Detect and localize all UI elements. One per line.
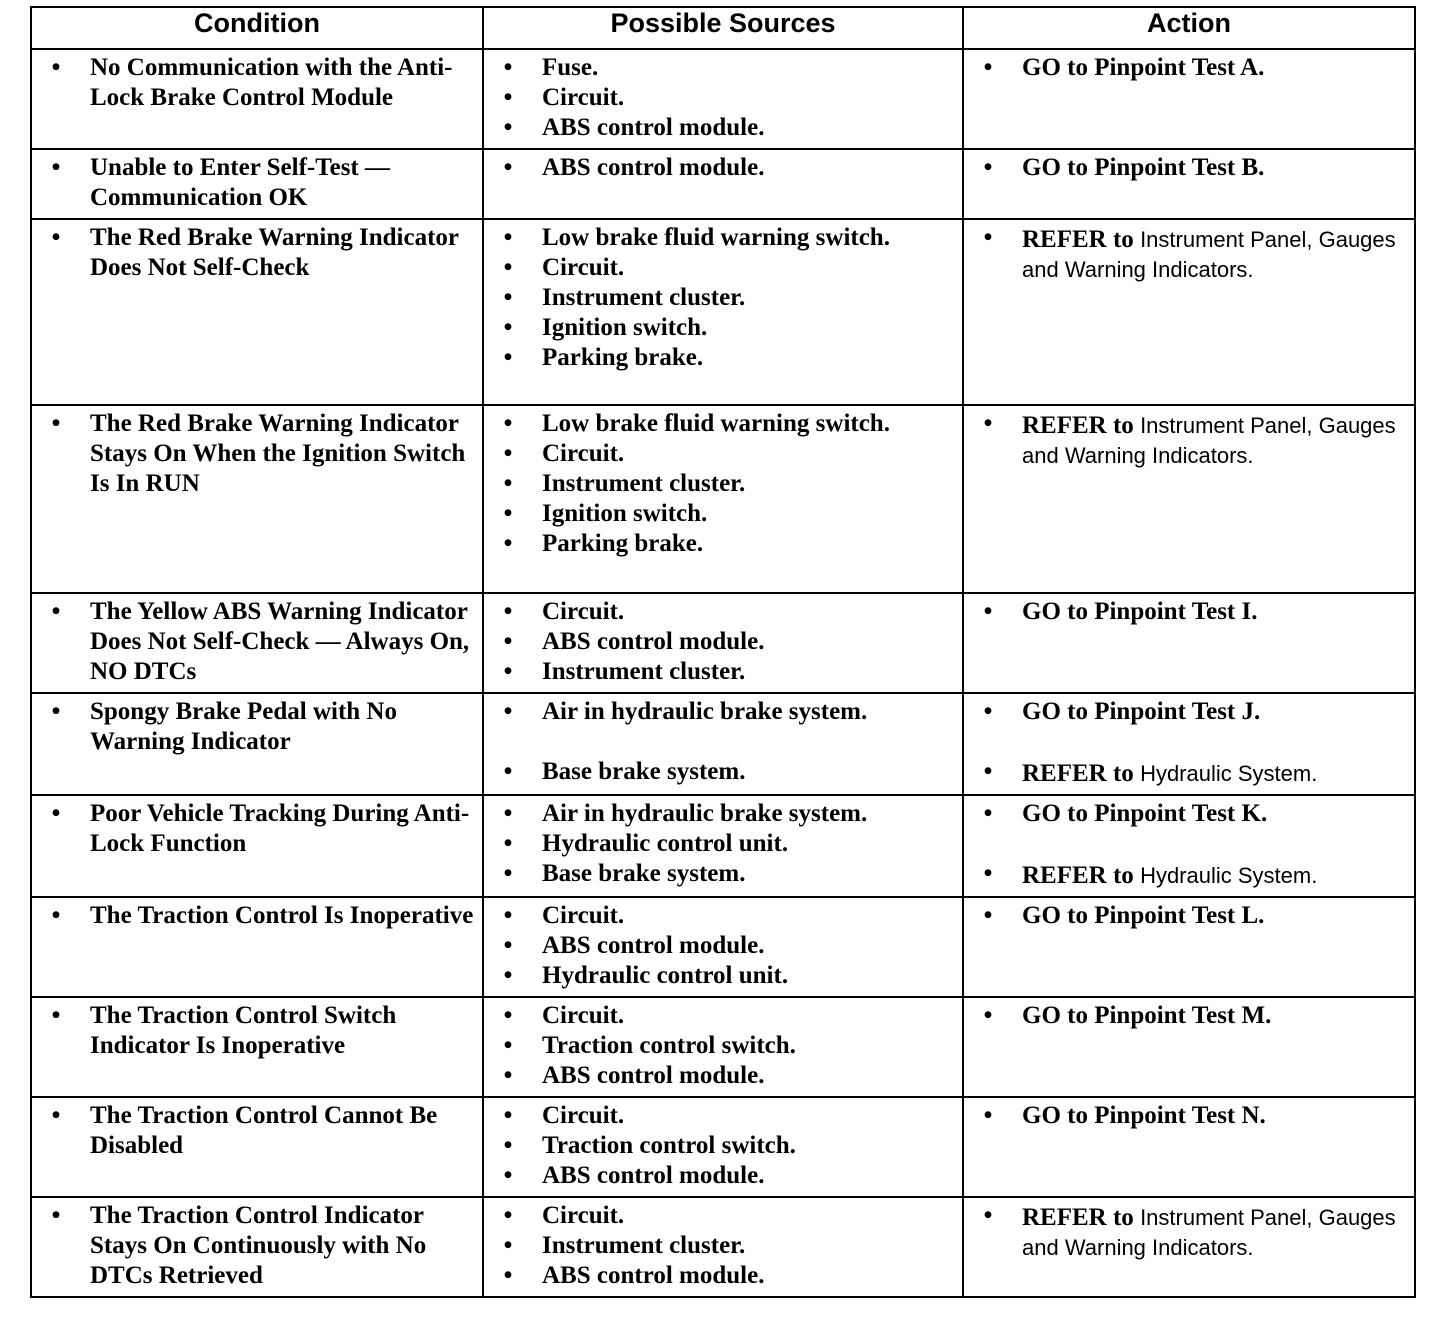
source-text: Instrument cluster. <box>542 470 746 497</box>
condition-cell <box>31 997 483 1097</box>
bullet-icon: • <box>503 284 513 311</box>
sources-list <box>498 799 956 889</box>
table-row <box>31 593 1415 693</box>
table-row <box>31 1197 1415 1297</box>
bullet-icon: • <box>503 114 513 141</box>
source-text: Parking brake. <box>542 344 704 371</box>
source-text: Circuit. <box>542 84 625 111</box>
condition-cell <box>31 219 483 405</box>
bullet-icon: • <box>51 698 61 725</box>
bullet-icon: • <box>503 344 513 371</box>
condition-list <box>46 901 476 931</box>
bullet-icon: • <box>983 410 993 437</box>
action-cell <box>963 897 1415 997</box>
bullet-icon: • <box>51 410 61 437</box>
action-cell <box>963 149 1415 219</box>
list-item <box>498 1161 956 1191</box>
list-item <box>978 757 1408 789</box>
condition-list <box>46 597 476 687</box>
condition-cell <box>31 405 483 593</box>
source-text: Hydraulic control unit. <box>542 962 789 989</box>
condition-list <box>46 153 476 213</box>
bullet-icon: • <box>503 224 513 251</box>
bullet-icon: • <box>51 598 61 625</box>
table-row <box>31 405 1415 593</box>
bullet-icon: • <box>983 902 993 929</box>
list-item <box>978 1001 1408 1031</box>
bullet-icon: • <box>503 314 513 341</box>
condition-list <box>46 223 476 283</box>
list-item <box>978 859 1408 891</box>
source-text: Ignition switch. <box>542 500 708 527</box>
sources-cell <box>483 795 963 897</box>
condition-cell <box>31 897 483 997</box>
source-text: Fuse. <box>542 54 599 81</box>
list-item <box>46 901 476 931</box>
source-text: Base brake system. <box>542 860 746 887</box>
list-item <box>46 1201 476 1291</box>
action-verb: REFER to <box>1022 862 1134 889</box>
bullet-icon: • <box>983 1202 993 1229</box>
list-item <box>498 409 956 439</box>
list-item <box>498 223 956 253</box>
table-row <box>31 149 1415 219</box>
action-verb: REFER to <box>1022 226 1134 253</box>
condition-text: The Red Brake Warning Indicator Does Not Self-Check <box>90 224 459 281</box>
condition-cell <box>31 795 483 897</box>
bullet-icon: • <box>503 1202 513 1229</box>
diagnostic-table <box>30 6 1416 1298</box>
condition-list <box>46 53 476 113</box>
source-text: Parking brake. <box>542 530 704 557</box>
bullet-icon: • <box>983 800 993 827</box>
sources-cell <box>483 405 963 593</box>
bullet-icon: • <box>503 902 513 929</box>
bullet-icon: • <box>983 154 993 181</box>
sources-list <box>498 153 956 183</box>
action-verb: GO to Pinpoint Test K. <box>1022 800 1268 827</box>
list-item <box>978 409 1408 471</box>
actions-list <box>978 901 1408 931</box>
list-item <box>498 469 956 499</box>
condition-text: The Red Brake Warning Indicator Stays On When the Ignition Switch Is In RUN <box>90 410 466 497</box>
list-item <box>498 597 956 627</box>
table-row <box>31 49 1415 149</box>
bullet-icon: • <box>51 154 61 181</box>
actions-list <box>978 799 1408 891</box>
bullet-icon: • <box>503 758 513 785</box>
table-row <box>31 997 1415 1097</box>
bullet-icon: • <box>51 1002 61 1029</box>
condition-cell <box>31 149 483 219</box>
condition-text: The Traction Control Is Inoperative <box>90 902 474 929</box>
list-item <box>978 697 1408 727</box>
condition-cell <box>31 593 483 693</box>
list-item <box>46 1001 476 1061</box>
source-text: Air in hydraulic brake system. <box>542 800 868 827</box>
condition-text: The Traction Control Indicator Stays On Continuously with No DTCs Retrieved <box>90 1202 427 1289</box>
source-text: Traction control switch. <box>542 1032 796 1059</box>
source-text: ABS control module. <box>542 1162 765 1189</box>
action-cell <box>963 593 1415 693</box>
bullet-icon: • <box>503 1032 513 1059</box>
source-text: Traction control switch. <box>542 1132 796 1159</box>
condition-list <box>46 409 476 499</box>
source-text: Instrument cluster. <box>542 284 746 311</box>
source-text: Low brake fluid warning switch. <box>542 224 890 251</box>
action-cell <box>963 795 1415 897</box>
bullet-icon: • <box>503 698 513 725</box>
list-item <box>46 697 476 757</box>
list-item <box>498 697 956 727</box>
bullet-icon: • <box>503 54 513 81</box>
source-text: Base brake system. <box>542 758 746 785</box>
bullet-icon: • <box>503 154 513 181</box>
bullet-icon: • <box>503 1062 513 1089</box>
table-row <box>31 693 1415 795</box>
source-text: Circuit. <box>542 440 625 467</box>
actions-list <box>978 1001 1408 1031</box>
sources-cell <box>483 219 963 405</box>
actions-list <box>978 697 1408 789</box>
condition-list <box>46 697 476 757</box>
sources-list <box>498 1101 956 1191</box>
header-condition: Condition <box>31 7 483 49</box>
list-item <box>498 859 956 889</box>
condition-list <box>46 1001 476 1061</box>
list-item <box>978 53 1408 83</box>
action-verb: REFER to <box>1022 412 1134 439</box>
condition-text: Spongy Brake Pedal with No Warning Indicator <box>90 698 397 755</box>
list-item <box>498 499 956 529</box>
list-item <box>498 153 956 183</box>
actions-list <box>978 409 1408 471</box>
source-text: ABS control module. <box>542 628 765 655</box>
sources-cell <box>483 897 963 997</box>
condition-text: No Communication with the Anti-Lock Brake Control Module <box>90 54 453 111</box>
bullet-icon: • <box>983 860 993 887</box>
bullet-icon: • <box>503 1162 513 1189</box>
list-item <box>498 657 956 687</box>
sources-cell <box>483 693 963 795</box>
list-item <box>978 1201 1408 1263</box>
bullet-icon: • <box>983 698 993 725</box>
list-item <box>498 313 956 343</box>
bullet-icon: • <box>503 800 513 827</box>
bullet-icon: • <box>503 1262 513 1289</box>
manual-reference: Hydraulic System. <box>1140 761 1318 786</box>
condition-text: The Traction Control Cannot Be Disabled <box>90 1102 438 1159</box>
action-verb: GO to Pinpoint Test J. <box>1022 698 1261 725</box>
source-text: Instrument cluster. <box>542 658 746 685</box>
bullet-icon: • <box>503 1132 513 1159</box>
list-item <box>498 1061 956 1091</box>
sources-list <box>498 901 956 991</box>
table-row <box>31 795 1415 897</box>
bullet-icon: • <box>983 758 993 785</box>
actions-list <box>978 223 1408 285</box>
action-cell <box>963 49 1415 149</box>
bullet-icon: • <box>503 1232 513 1259</box>
action-verb: REFER to <box>1022 760 1134 787</box>
list-item <box>46 409 476 499</box>
actions-list <box>978 153 1408 183</box>
condition-cell <box>31 693 483 795</box>
bullet-icon: • <box>503 1102 513 1129</box>
condition-text: Unable to Enter Self-Test — Communication OK <box>90 154 390 211</box>
action-verb: GO to Pinpoint Test L. <box>1022 902 1265 929</box>
bullet-icon: • <box>503 1002 513 1029</box>
action-verb: GO to Pinpoint Test I. <box>1022 598 1258 625</box>
manual-reference: Instrument Panel, Gauges and Warning Indicators. <box>1022 227 1396 282</box>
list-item <box>498 529 956 559</box>
condition-text: The Yellow ABS Warning Indicator Does Not Self-Check — Always On, NO DTCs <box>90 598 470 685</box>
bullet-icon: • <box>503 830 513 857</box>
list-item <box>498 253 956 283</box>
list-item <box>46 223 476 283</box>
list-item <box>498 83 956 113</box>
source-text: Circuit. <box>542 1202 625 1229</box>
action-verb: GO to Pinpoint Test A. <box>1022 54 1265 81</box>
table-body <box>31 49 1415 1297</box>
bullet-icon: • <box>503 410 513 437</box>
sources-list <box>498 597 956 687</box>
source-text: Circuit. <box>542 598 625 625</box>
source-text: Circuit. <box>542 1002 625 1029</box>
condition-text: The Traction Control Switch Indicator Is Inoperative <box>90 1002 397 1059</box>
list-item <box>498 757 956 787</box>
list-item <box>978 597 1408 627</box>
action-cell <box>963 693 1415 795</box>
bullet-icon: • <box>503 254 513 281</box>
bullet-icon: • <box>503 530 513 557</box>
bullet-icon: • <box>983 1002 993 1029</box>
list-item <box>498 439 956 469</box>
list-item <box>978 153 1408 183</box>
bullet-icon: • <box>51 224 61 251</box>
list-item <box>46 53 476 113</box>
source-text: ABS control module. <box>542 114 765 141</box>
bullet-icon: • <box>51 902 61 929</box>
sources-cell <box>483 1197 963 1297</box>
sources-list <box>498 697 956 787</box>
list-item <box>978 223 1408 285</box>
bullet-icon: • <box>983 224 993 251</box>
bullet-icon: • <box>51 1202 61 1229</box>
actions-list <box>978 1201 1408 1263</box>
bullet-icon: • <box>983 598 993 625</box>
source-text: ABS control module. <box>542 154 765 181</box>
list-item <box>978 1101 1408 1131</box>
action-verb: GO to Pinpoint Test M. <box>1022 1002 1272 1029</box>
manual-reference: Instrument Panel, Gauges and Warning Indicators. <box>1022 413 1396 468</box>
action-cell <box>963 1197 1415 1297</box>
list-item <box>498 961 956 991</box>
source-text: ABS control module. <box>542 1262 765 1289</box>
bullet-icon: • <box>51 800 61 827</box>
list-item <box>498 1031 956 1061</box>
sources-cell <box>483 49 963 149</box>
action-verb: GO to Pinpoint Test B. <box>1022 154 1265 181</box>
source-text: Ignition switch. <box>542 314 708 341</box>
bullet-icon: • <box>503 440 513 467</box>
actions-list <box>978 53 1408 83</box>
bullet-icon: • <box>503 860 513 887</box>
source-text: Low brake fluid warning switch. <box>542 410 890 437</box>
list-item <box>978 799 1408 829</box>
bullet-icon: • <box>503 598 513 625</box>
table-row <box>31 219 1415 405</box>
sources-cell <box>483 997 963 1097</box>
bullet-icon: • <box>503 470 513 497</box>
list-item <box>498 343 956 373</box>
list-item <box>498 1261 956 1291</box>
sources-list <box>498 409 956 559</box>
bullet-icon: • <box>51 54 61 81</box>
header-row <box>31 7 1415 49</box>
action-cell <box>963 219 1415 405</box>
condition-list <box>46 1201 476 1291</box>
list-item <box>498 113 956 143</box>
action-cell <box>963 405 1415 593</box>
condition-cell <box>31 49 483 149</box>
bullet-icon: • <box>503 84 513 111</box>
list-item <box>498 931 956 961</box>
sources-list <box>498 223 956 373</box>
sources-list <box>498 53 956 143</box>
source-text: Circuit. <box>542 1102 625 1129</box>
source-text: Hydraulic control unit. <box>542 830 789 857</box>
list-item <box>498 901 956 931</box>
list-item <box>46 597 476 687</box>
bullet-icon: • <box>51 1102 61 1129</box>
list-item <box>978 901 1408 931</box>
manual-reference: Hydraulic System. <box>1140 863 1318 888</box>
list-item <box>498 1231 956 1261</box>
list-item <box>46 799 476 859</box>
bullet-icon: • <box>503 628 513 655</box>
action-verb: GO to Pinpoint Test N. <box>1022 1102 1266 1129</box>
list-item <box>498 1201 956 1231</box>
list-item <box>498 53 956 83</box>
source-text: ABS control module. <box>542 1062 765 1089</box>
bullet-icon: • <box>503 932 513 959</box>
actions-list <box>978 597 1408 627</box>
list-item <box>46 153 476 213</box>
table-row <box>31 897 1415 997</box>
condition-text: Poor Vehicle Tracking During Anti-Lock Function <box>90 800 470 857</box>
source-text: ABS control module. <box>542 932 765 959</box>
action-verb: REFER to <box>1022 1204 1134 1231</box>
condition-cell <box>31 1197 483 1297</box>
bullet-icon: • <box>503 500 513 527</box>
source-text: Air in hydraulic brake system. <box>542 698 868 725</box>
list-item <box>498 283 956 313</box>
bullet-icon: • <box>503 962 513 989</box>
bullet-icon: • <box>983 54 993 81</box>
sources-list <box>498 1001 956 1091</box>
list-item <box>498 1101 956 1131</box>
sources-cell <box>483 149 963 219</box>
header-action: Action <box>963 7 1415 49</box>
list-item <box>498 799 956 829</box>
table-row <box>31 1097 1415 1197</box>
condition-list <box>46 799 476 859</box>
header-possible-sources: Possible Sources <box>483 7 963 49</box>
source-text: Circuit. <box>542 902 625 929</box>
list-item <box>498 1131 956 1161</box>
condition-list <box>46 1101 476 1161</box>
list-item <box>498 829 956 859</box>
list-item <box>498 627 956 657</box>
action-cell <box>963 1097 1415 1197</box>
condition-cell <box>31 1097 483 1197</box>
source-text: Circuit. <box>542 254 625 281</box>
actions-list <box>978 1101 1408 1131</box>
bullet-icon: • <box>503 658 513 685</box>
sources-list <box>498 1201 956 1291</box>
action-cell <box>963 997 1415 1097</box>
sources-cell <box>483 593 963 693</box>
list-item <box>498 1001 956 1031</box>
source-text: Instrument cluster. <box>542 1232 746 1259</box>
bullet-icon: • <box>983 1102 993 1129</box>
list-item <box>46 1101 476 1161</box>
sources-cell <box>483 1097 963 1197</box>
manual-reference: Instrument Panel, Gauges and Warning Indicators. <box>1022 1205 1396 1260</box>
